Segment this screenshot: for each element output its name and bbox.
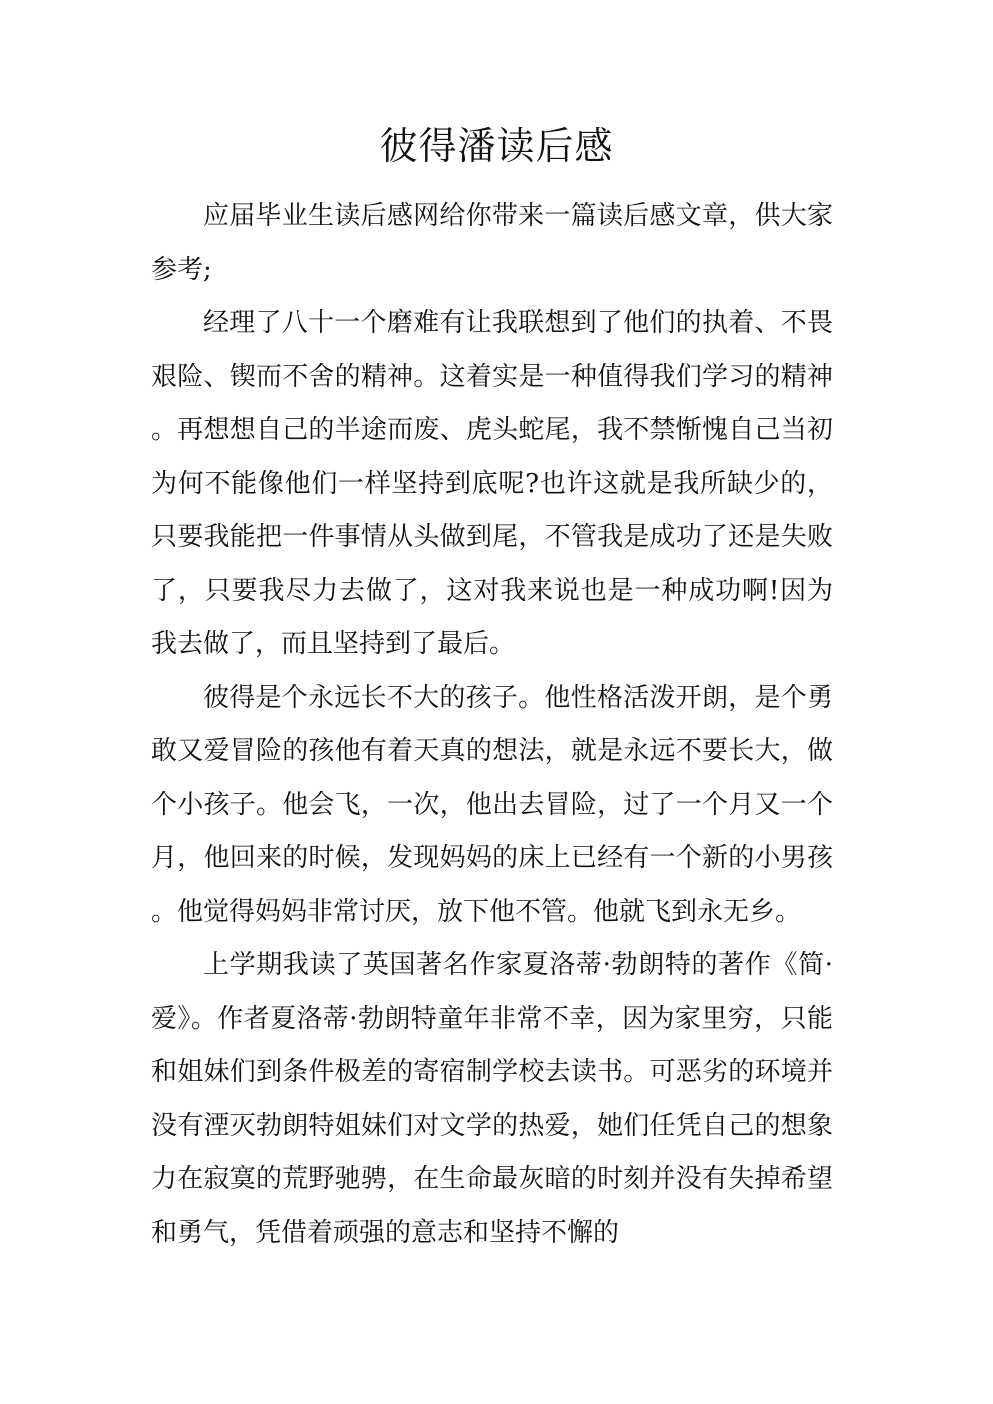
- paragraph-peter: 彼得是个永远长不大的孩子。他性格活泼开朗，是个勇敢又爱冒险的孩他有着天真的想法，就是永远不要长大，做个小孩子。他会飞，一次，他出去冒险，过了一个月又一个月，他回来的时候，发现妈妈的床上已经有一个新的小男孩。他觉得妈妈非常讨厌，放下他不管。他就飞到永无乡。: [151, 682, 833, 927]
- paragraph-intro: 应届毕业生读后感网给你带来一篇读后感文章，供大家参考;: [151, 201, 833, 285]
- document-title: 彼得潘读后感: [379, 124, 614, 168]
- paragraph-jane-eyre: 上学期我读了英国著名作家夏洛蒂·勃朗特的著作《简·爱》。作者夏洛蒂·勃朗特童年非常不幸，因为家里穷，只能和姐妹们到条件极差的寄宿制学校去读书。可恶劣的环境并没有湮灭勃朗特姐妹们对文学的热爱，她们任凭自己的想象力在寂寞的荒野驰骋，在生命最灰暗的时刻并没有失掉希望和勇气，凭借着顽强的意志和坚持不懈的: [151, 950, 833, 1248]
- paragraph-perseverance: 经理了八十一个磨难有让我联想到了他们的执着、不畏艰险、锲而不舍的精神。这着实是一种值得我们学习的精神。再想想自己的半途而废、虎头蛇尾，我不禁惭愧自己当初为何不能像他们一样坚持到底呢?也许这就是我所缺少的，只要我能把一件事情从头做到尾，不管我是成功了还是失败了，只要我尽力去做了，这对我来说也是一种成功啊!因为我去做了，而且坚持到了最后。: [151, 308, 833, 659]
- document-body: [151, 190, 833, 1260]
